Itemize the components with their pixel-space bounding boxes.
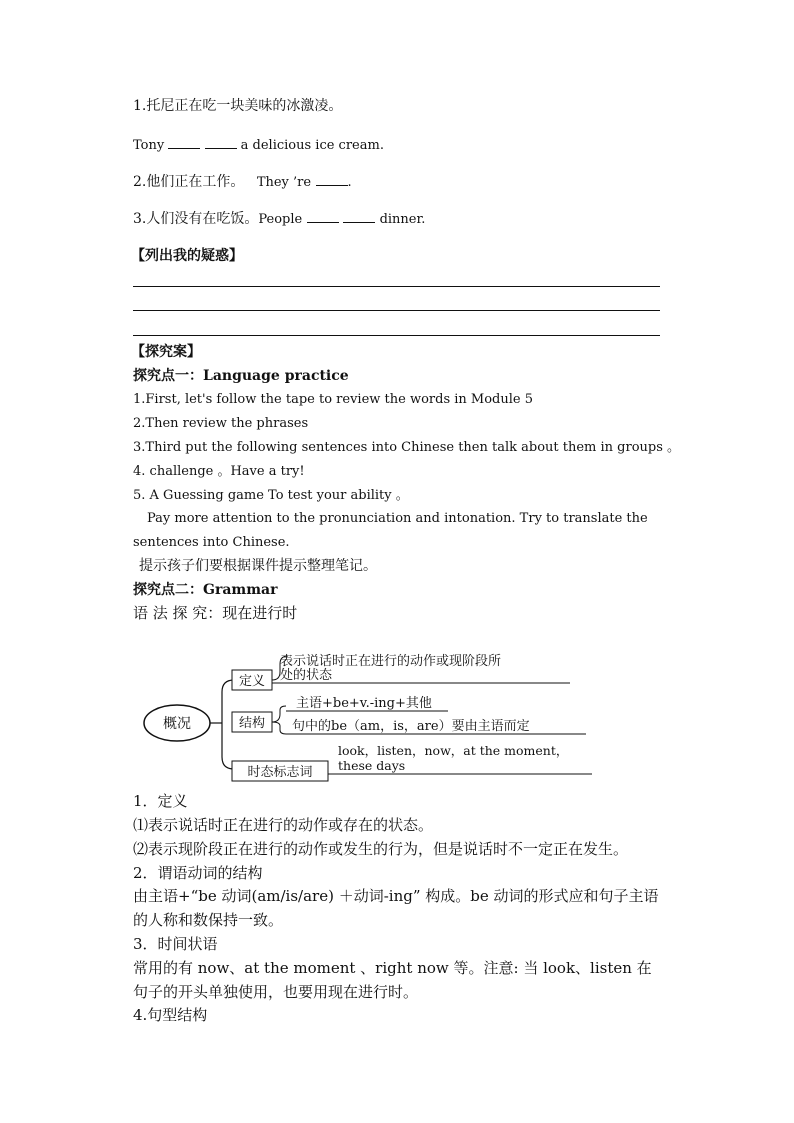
step-5: 5. A Guessing game To test your ability 。 <box>133 488 409 503</box>
step-3: 3.Third put the following sentences into Chinese then talk about them in groups 。 <box>133 440 681 455</box>
s2-title: 2．谓语动词的结构 <box>133 864 263 882</box>
point1-title: 探究点一：Language practice <box>133 368 349 384</box>
answer-line-1[interactable] <box>133 286 660 287</box>
s2-paragraph: 由主语+“be 动词(am/is/are) ＋动词-ing” 构成。be 动词的形式应和句子主语的人称和数保持一致。 <box>133 887 659 929</box>
q3-chinese: 3.人们没有在吃饭。 <box>133 211 259 227</box>
s1-p2: ⑵表示现阶段正在进行的动作或发生的行为，但是说话时不一定正在发生。 <box>133 840 629 858</box>
step-1: 1.First, let's follow the tape to review the words in Module 5 <box>133 392 534 407</box>
definition-label: 定义 <box>238 674 266 689</box>
q2-blank[interactable] <box>316 173 348 186</box>
grammar-mind-map <box>130 640 610 790</box>
time-markers-label: 时态标志词 <box>247 765 313 780</box>
q2-english-start: They ’re <box>256 175 312 190</box>
note-line-2: sentences into Chinese. <box>133 535 290 550</box>
structure-text-2: 句中的be（am，is，are）要由主语而定 <box>292 719 530 734</box>
definition-text-1: 表示说话时正在进行的动作或现阶段所 <box>280 654 502 669</box>
q1-english <box>133 136 384 155</box>
structure-text-1: 主语+be+v.-ing+其他 <box>296 696 432 711</box>
q1-blank-1[interactable] <box>168 136 200 149</box>
q3-english-end: dinner. <box>379 212 426 227</box>
time-markers-text-1: look，listen，now，at the moment， <box>338 743 569 758</box>
answer-line-3[interactable] <box>133 335 660 336</box>
time-markers-text-2: these days <box>338 758 406 773</box>
q3-blank-1[interactable] <box>307 210 339 223</box>
definition-text-2: 处的状态 <box>280 668 333 683</box>
explore-heading: 【探究案】 <box>131 344 201 360</box>
s4-title: 4.句型结构 <box>133 1006 208 1024</box>
q1-blank-2[interactable] <box>205 136 237 149</box>
q3-english-start: People <box>258 212 303 227</box>
answer-line-2[interactable] <box>133 310 660 311</box>
root-node-label: 概况 <box>163 716 191 732</box>
s3-paragraph: 常用的有 now、at the moment 、right now 等。注意: 当 look、listen 在句子的开头单独使用，也要用现在进行时。 <box>133 959 652 1001</box>
q3-line <box>133 210 425 229</box>
s1-title: 1．定义 <box>133 792 188 810</box>
structure-label: 结构 <box>238 716 266 731</box>
s3-title: 3．时间状语 <box>133 935 218 953</box>
q1-chinese: 1.托尼正在吃一块美味的冰激凌。 <box>133 98 343 114</box>
q2-chinese: 2.他们正在工作。 <box>133 174 245 190</box>
q3-blank-2[interactable] <box>343 210 375 223</box>
point2-title: 探究点二：Grammar <box>133 582 278 598</box>
q1-english-end: a delicious ice cream. <box>240 138 384 153</box>
q2-line <box>133 173 352 192</box>
grammar-subtitle: 语 法 探 究：现在进行时 <box>133 604 298 622</box>
note-line-1: Pay more attention to the pronunciation and intonation. Try to translate the <box>147 511 648 526</box>
s1-p1: ⑴表示说话时正在进行的动作或存在的状态。 <box>133 816 434 834</box>
q2-english-end: . <box>347 175 352 190</box>
q1-english-start: Tony <box>133 138 165 153</box>
doubts-heading: 【列出我的疑惑】 <box>131 248 243 264</box>
step-2: 2.Then review the phrases <box>133 416 309 431</box>
tip-text: 提示孩子们要根据课件提示整理笔记。 <box>139 558 377 574</box>
step-4: 4. challenge 。Have a try! <box>133 464 305 479</box>
